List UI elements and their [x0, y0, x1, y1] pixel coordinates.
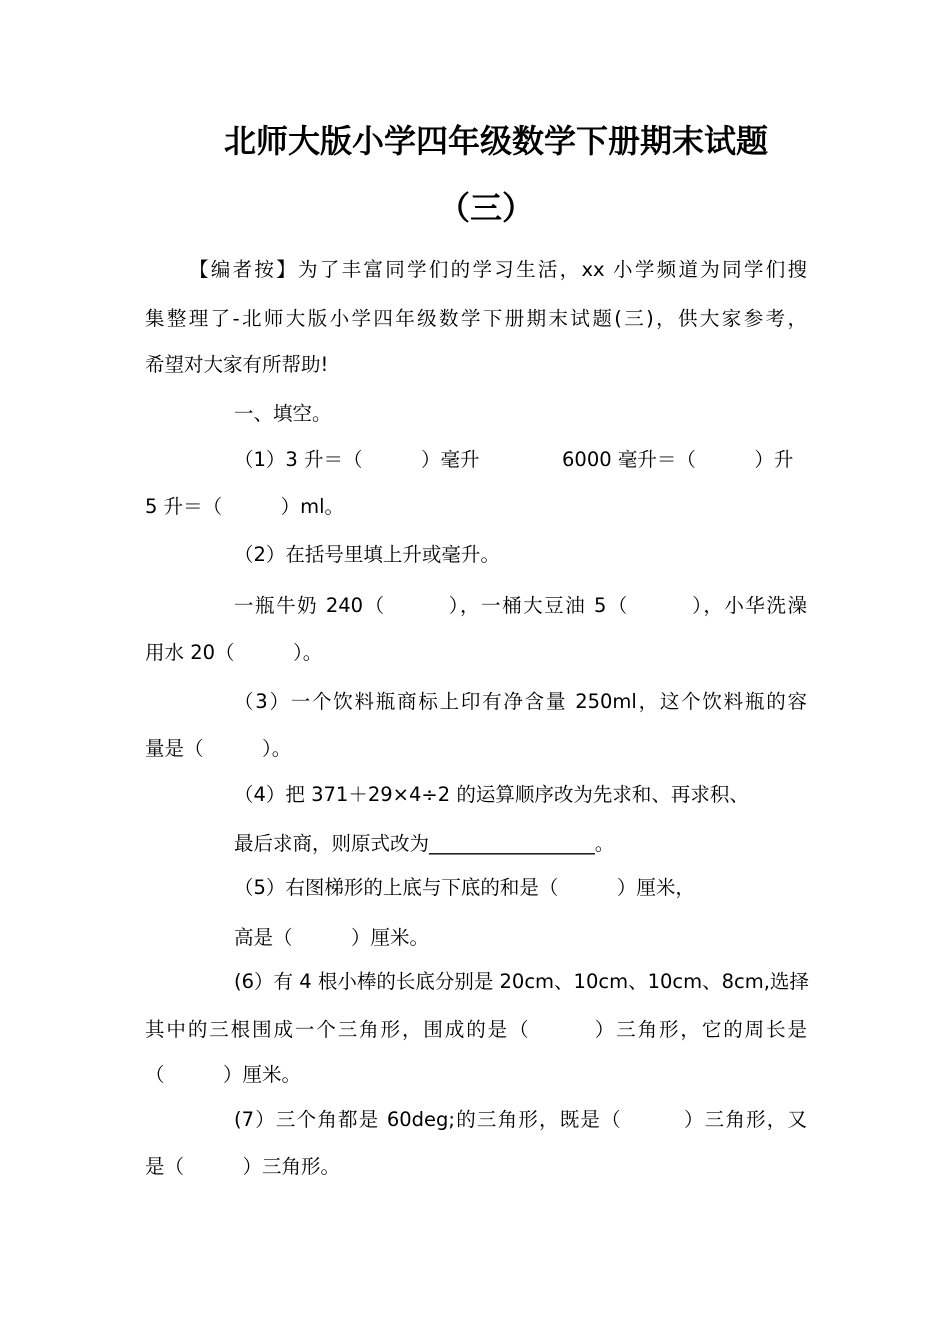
q5-line-1: （5）右图梯形的上底与下底的和是（ ）厘米， [234, 876, 695, 899]
q7-line-1: (7）三个角都是 60deg;的三角形，既是（ ）三角形，又 [234, 1108, 807, 1131]
section-heading-fill-blank: 一、填空。 [234, 402, 332, 425]
q4-line-1: （4）把 371＋29×4÷2 的运算顺序改为先求和、再求积、 [234, 783, 749, 806]
intro-line-3: 希望对大家有所帮助! [145, 353, 329, 376]
q6-line-2: 其中的三根围成一个三角形，围成的是（ ）三角形，它的周长是 [145, 1018, 807, 1041]
q7-line-2: 是（ ）三角形。 [145, 1155, 341, 1178]
q2-line-2: 一瓶牛奶 240（ ），一桶大豆油 5（ ），小华洗澡 [234, 594, 807, 617]
q2-line-1: （2）在括号里填上升或毫升。 [234, 543, 500, 566]
q3-line-2: 量是（ ）。 [145, 737, 292, 760]
q5-line-2: 高是（ ）厘米。 [234, 926, 430, 949]
q1-part-b: 6000 毫升＝（ ）升 [562, 448, 794, 471]
title-line-1: 北师大版小学四年级数学下册期末试题 [224, 122, 769, 160]
q4-line-2: 最后求商，则原式改为_________________。 [234, 832, 615, 855]
q6-line-3: （ ）厘米。 [145, 1063, 302, 1086]
q1-line-2: 5 升＝（ ）ml。 [145, 495, 345, 518]
q6-line-1: (6）有 4 根小棒的长底分别是 20cm、10cm、10cm、8cm,选择 [234, 970, 809, 993]
q3-line-1: （3）一个饮料瓶商标上印有净含量 250ml，这个饮料瓶的容 [234, 690, 807, 713]
q2-line-3: 用水 20（ ）。 [145, 641, 323, 664]
intro-line-1: 【编者按】为了丰富同学们的学习生活，xx 小学频道为同学们搜 [189, 258, 807, 281]
title-line-2: （三） [438, 189, 535, 227]
intro-line-2: 集整理了-北师大版小学四年级数学下册期末试题(三)，供大家参考， [145, 307, 807, 330]
q1-part-a: （1）3 升＝（ ）毫升 [234, 448, 480, 471]
